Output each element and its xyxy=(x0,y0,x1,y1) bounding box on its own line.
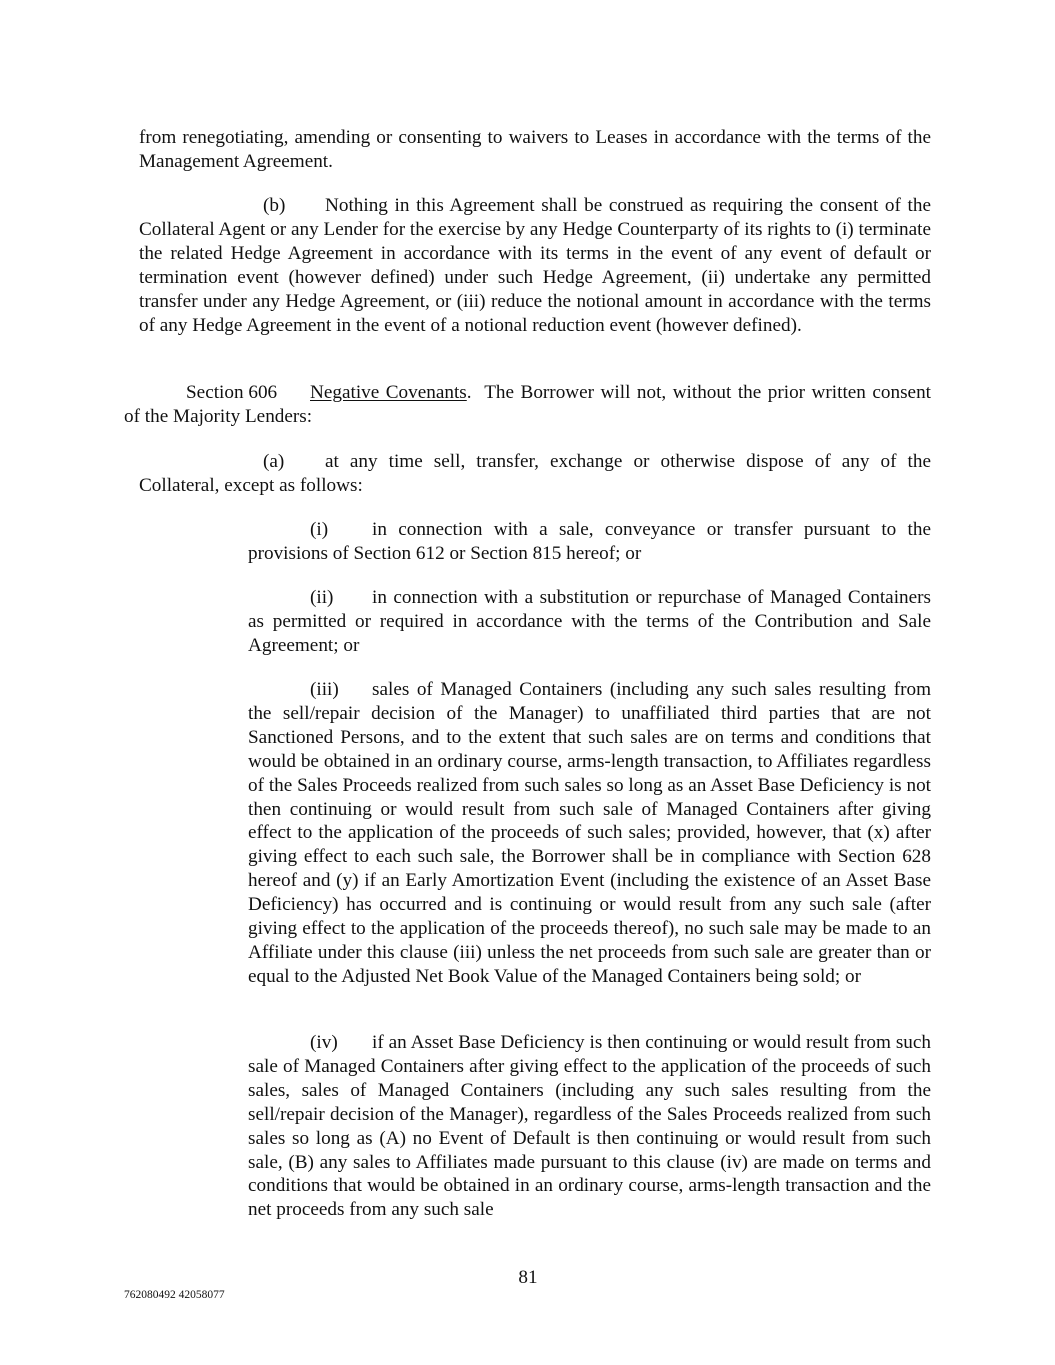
clause-i-text: in connection with a sale, conveyance or transfer pursuant to the provisions of Section 612 or Section 815 hereof; or xyxy=(248,519,931,564)
section-606-heading: Negative Covenants xyxy=(310,382,467,403)
paragraph-b xyxy=(139,194,931,337)
paragraph-b-label: (b) xyxy=(263,195,286,216)
clause-ii-label: (ii) xyxy=(310,587,334,608)
clause-iv xyxy=(248,1031,931,1222)
document-id: 762080492 42058077 xyxy=(124,1289,225,1301)
section-606 xyxy=(124,381,931,429)
clause-i xyxy=(248,518,931,566)
paragraph-a-label: (a) xyxy=(263,451,285,472)
paragraph-b-text: Nothing in this Agreement shall be construed as requiring the consent of the Collateral Agent or any Lender for the exercise by any Hedge Counterparty of its rights to (i) terminate the related Hedge Agreement in accordance with its terms in the event of any event of default or termination event (however defined) under such Hedge Agreement, (ii) undertake any permitted transfer under any Hedge Agreement, or (iii) reduce the notional amount in accordance with the terms of any Hedge Agreement in the event of a notional reduction event (however defined). xyxy=(139,195,931,336)
paragraph-a-text: at any time sell, transfer, exchange or otherwise dispose of any of the Collateral, except as follows: xyxy=(139,451,931,496)
section-606-text: The Borrower will not, without the prior written consent of the Majority Lenders: xyxy=(124,382,931,427)
clause-ii xyxy=(248,586,931,658)
paragraph-a xyxy=(139,450,931,498)
clause-ii-text: in connection with a substitution or repurchase of Managed Containers as permitted or required in accordance with the terms of the Contribution and Sale Agreement; or xyxy=(248,587,931,656)
clause-iv-text: if an Asset Base Deficiency is then continuing or would result from such sale of Managed Containers after giving effect to the application of the proceeds of such sales, sales of Managed Containers (including any such sales resulting from the sell/repair decision of the Manager), regardless of the Sales Proceeds realized from such sales so long as (A) no Event of Default is then continuing or would result from such sale, (B) any sales to Affiliates made pursuant to this clause (iv) are made on terms and conditions that would be obtained in an ordinary course, arms-length transaction and the net proceeds from any such sale xyxy=(248,1032,931,1221)
clause-iii-label: (iii) xyxy=(310,679,339,700)
clause-iv-label: (iv) xyxy=(310,1032,338,1053)
clause-iii xyxy=(248,678,931,989)
section-606-label: Section 606 xyxy=(186,382,278,403)
section-606-heading-punct: . xyxy=(466,382,472,403)
clause-i-label: (i) xyxy=(310,519,329,540)
continuation-paragraph: from renegotiating, amending or consenting to waivers to Leases in accordance with the terms of the Management Agreement. xyxy=(139,127,931,172)
page-number: 81 xyxy=(518,1267,538,1288)
clause-iii-text: sales of Managed Containers (including any such sales resulting from the sell/repair decision of the Manager) to unaffiliated third parties that are not Sanctioned Persons, and to the extent that such sales are on terms and conditions that would be obtained in an ordinary course, arms-length transaction, to Affiliates regardless of the Sales Proceeds realized from such sales so long as an Asset Base Deficiency is not then continuing or would result from such sale of Managed Containers after giving effect to the application of the proceeds of such sales; provided, however, that (x) after giving effect to each such sale, the Borrower shall be in compliance with Section 628 hereof and (y) if an Early Amortization Event (including the existence of an Asset Base Deficiency) has occurred and is continuing or would result from any such sale (after giving effect to the application of the proceeds thereof), no such sale may be made to an Affiliate under this clause (iii) unless the net proceeds from such sale are greater than or equal to the Adjusted Net Book Value of the Managed Containers being sold; or xyxy=(248,679,931,987)
